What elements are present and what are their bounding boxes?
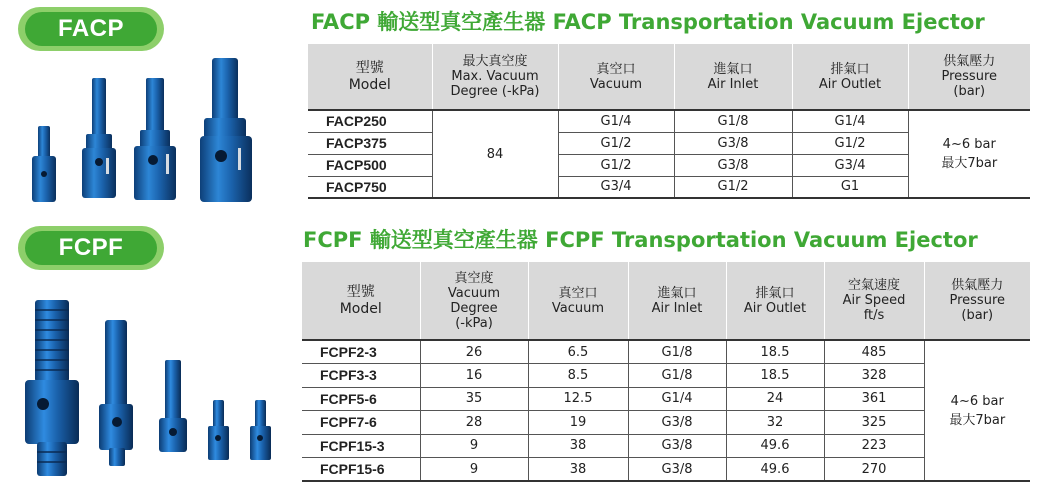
- fcpf-outlet-cell: 32: [726, 411, 824, 435]
- fcpf2-product-image: [250, 400, 271, 460]
- facp-spec-table: [308, 44, 1030, 199]
- fcpf-inlet-cell: G3/8: [628, 411, 726, 435]
- facp-heading: FACP 輸送型真空產生器 FACP Transportation Vacuum Ejector: [311, 10, 985, 34]
- fcpf-degree-cell: 16: [420, 364, 528, 388]
- fcpf-table-header: [302, 262, 1030, 340]
- fcpf-model-cell: FCPF5-6: [302, 387, 420, 411]
- facp-model-cell: FACP750: [308, 176, 432, 198]
- facp-header-air-inlet: 進氣口 Air Inlet: [674, 44, 792, 110]
- fcpf-speed-cell: 270: [824, 458, 924, 482]
- facp-model-cell: FACP250: [308, 110, 432, 132]
- fcpf-vacuum-cell: 38: [528, 434, 628, 458]
- fcpf-heading: FCPF 輸送型真空產生器 FCPF Transportation Vacuum Ejector: [303, 228, 978, 252]
- fcpf-degree-cell: 9: [420, 458, 528, 482]
- table-row: [302, 364, 1030, 388]
- fcpf-header-model: 型號 Model: [302, 262, 420, 340]
- facp-outlet-cell: G3/4: [792, 154, 908, 176]
- table-row: [302, 411, 1030, 435]
- fcpf-model-cell: FCPF15-3: [302, 434, 420, 458]
- fcpf-model-cell: FCPF3-3: [302, 364, 420, 388]
- fcpf-vacuum-cell: 8.5: [528, 364, 628, 388]
- table-row: [302, 340, 1030, 364]
- table-row: [302, 458, 1030, 482]
- facp-vacuum-cell: G1/2: [558, 132, 674, 154]
- fcpf-model-cell: FCPF7-6: [302, 411, 420, 435]
- facp-header-model: 型號 Model: [308, 44, 432, 110]
- fcpf-speed-cell: 485: [824, 340, 924, 364]
- facp750-product-image: [200, 58, 252, 202]
- fcpf-outlet-cell: 49.6: [726, 434, 824, 458]
- fcpf-inlet-cell: G1/8: [628, 340, 726, 364]
- fcpf-degree-cell: 28: [420, 411, 528, 435]
- fcpf15-product-image: [25, 300, 79, 476]
- facp-vacuum-cell: G1/2: [558, 154, 674, 176]
- facp-header-max-vacuum: 最大真空度 Max. Vacuum Degree (-kPa): [432, 44, 558, 110]
- fcpf-header-pressure: 供氣壓力 Pressure (bar): [924, 262, 1030, 340]
- facp-outlet-cell: G1: [792, 176, 908, 198]
- fcpf3-product-image: [208, 400, 229, 460]
- fcpf-speed-cell: 325: [824, 411, 924, 435]
- fcpf-vacuum-cell: 19: [528, 411, 628, 435]
- fcpf-outlet-cell: 24: [726, 387, 824, 411]
- facp375-product-image: [82, 78, 116, 198]
- fcpf-speed-cell: 328: [824, 364, 924, 388]
- fcpf-header-air-outlet: 排氣口 Air Outlet: [726, 262, 824, 340]
- facp-model-cell: FACP500: [308, 154, 432, 176]
- fcpf-header-vacuum-port: 真空口 Vacuum: [528, 262, 628, 340]
- fcpf5-product-image: [159, 360, 187, 452]
- facp-table-header: [308, 44, 1030, 110]
- fcpf-badge: [18, 226, 164, 270]
- facp500-product-image: [134, 78, 176, 200]
- fcpf-outlet-cell: 18.5: [726, 340, 824, 364]
- facp-vacuum-cell: G3/4: [558, 176, 674, 198]
- fcpf-speed-cell: 223: [824, 434, 924, 458]
- facp-outlet-cell: G1/4: [792, 110, 908, 132]
- fcpf7-product-image: [99, 320, 133, 466]
- facp-inlet-cell: G3/8: [674, 154, 792, 176]
- fcpf-vacuum-cell: 38: [528, 458, 628, 482]
- facp-badge-label: FACP: [25, 12, 157, 46]
- facp-inlet-cell: G1/8: [674, 110, 792, 132]
- table-row: [302, 387, 1030, 411]
- fcpf-model-cell: FCPF15-6: [302, 458, 420, 482]
- facp-header-vacuum-port: 真空口 Vacuum: [558, 44, 674, 110]
- facp-outlet-cell: G1/2: [792, 132, 908, 154]
- table-row: [308, 110, 1030, 132]
- facp-model-cell: FACP375: [308, 132, 432, 154]
- fcpf-product-photo: [15, 296, 285, 481]
- fcpf-model-cell: FCPF2-3: [302, 340, 420, 364]
- fcpf-pressure-cell: 4~6 bar 最大7bar: [924, 340, 1030, 481]
- facp-inlet-cell: G3/8: [674, 132, 792, 154]
- facp-pressure-cell: 4~6 bar 最大7bar: [908, 110, 1030, 198]
- fcpf-inlet-cell: G3/8: [628, 434, 726, 458]
- facp-header-air-outlet: 排氣口 Air Outlet: [792, 44, 908, 110]
- fcpf-vacuum-cell: 6.5: [528, 340, 628, 364]
- fcpf-inlet-cell: G1/4: [628, 387, 726, 411]
- fcpf-speed-cell: 361: [824, 387, 924, 411]
- fcpf-outlet-cell: 18.5: [726, 364, 824, 388]
- facp250-product-image: [32, 126, 56, 202]
- fcpf-header-vacuum-degree: 真空度 Vacuum Degree (-kPa): [420, 262, 528, 340]
- fcpf-badge-label: FCPF: [25, 231, 157, 265]
- fcpf-degree-cell: 9: [420, 434, 528, 458]
- facp-inlet-cell: G1/2: [674, 176, 792, 198]
- fcpf-vacuum-cell: 12.5: [528, 387, 628, 411]
- fcpf-outlet-cell: 49.6: [726, 458, 824, 482]
- facp-header-pressure: 供氣壓力 Pressure (bar): [908, 44, 1030, 110]
- fcpf-degree-cell: 26: [420, 340, 528, 364]
- fcpf-header-air-inlet: 進氣口 Air Inlet: [628, 262, 726, 340]
- fcpf-inlet-cell: G1/8: [628, 364, 726, 388]
- fcpf-degree-cell: 35: [420, 387, 528, 411]
- facp-vacuum-degree-cell: 84: [432, 110, 558, 198]
- facp-product-photo: [20, 56, 260, 206]
- facp-vacuum-cell: G1/4: [558, 110, 674, 132]
- facp-badge: [18, 7, 164, 51]
- fcpf-spec-table: [302, 262, 1030, 482]
- fcpf-header-air-speed: 空氣速度 Air Speed ft/s: [824, 262, 924, 340]
- table-row: [302, 434, 1030, 458]
- fcpf-inlet-cell: G3/8: [628, 458, 726, 482]
